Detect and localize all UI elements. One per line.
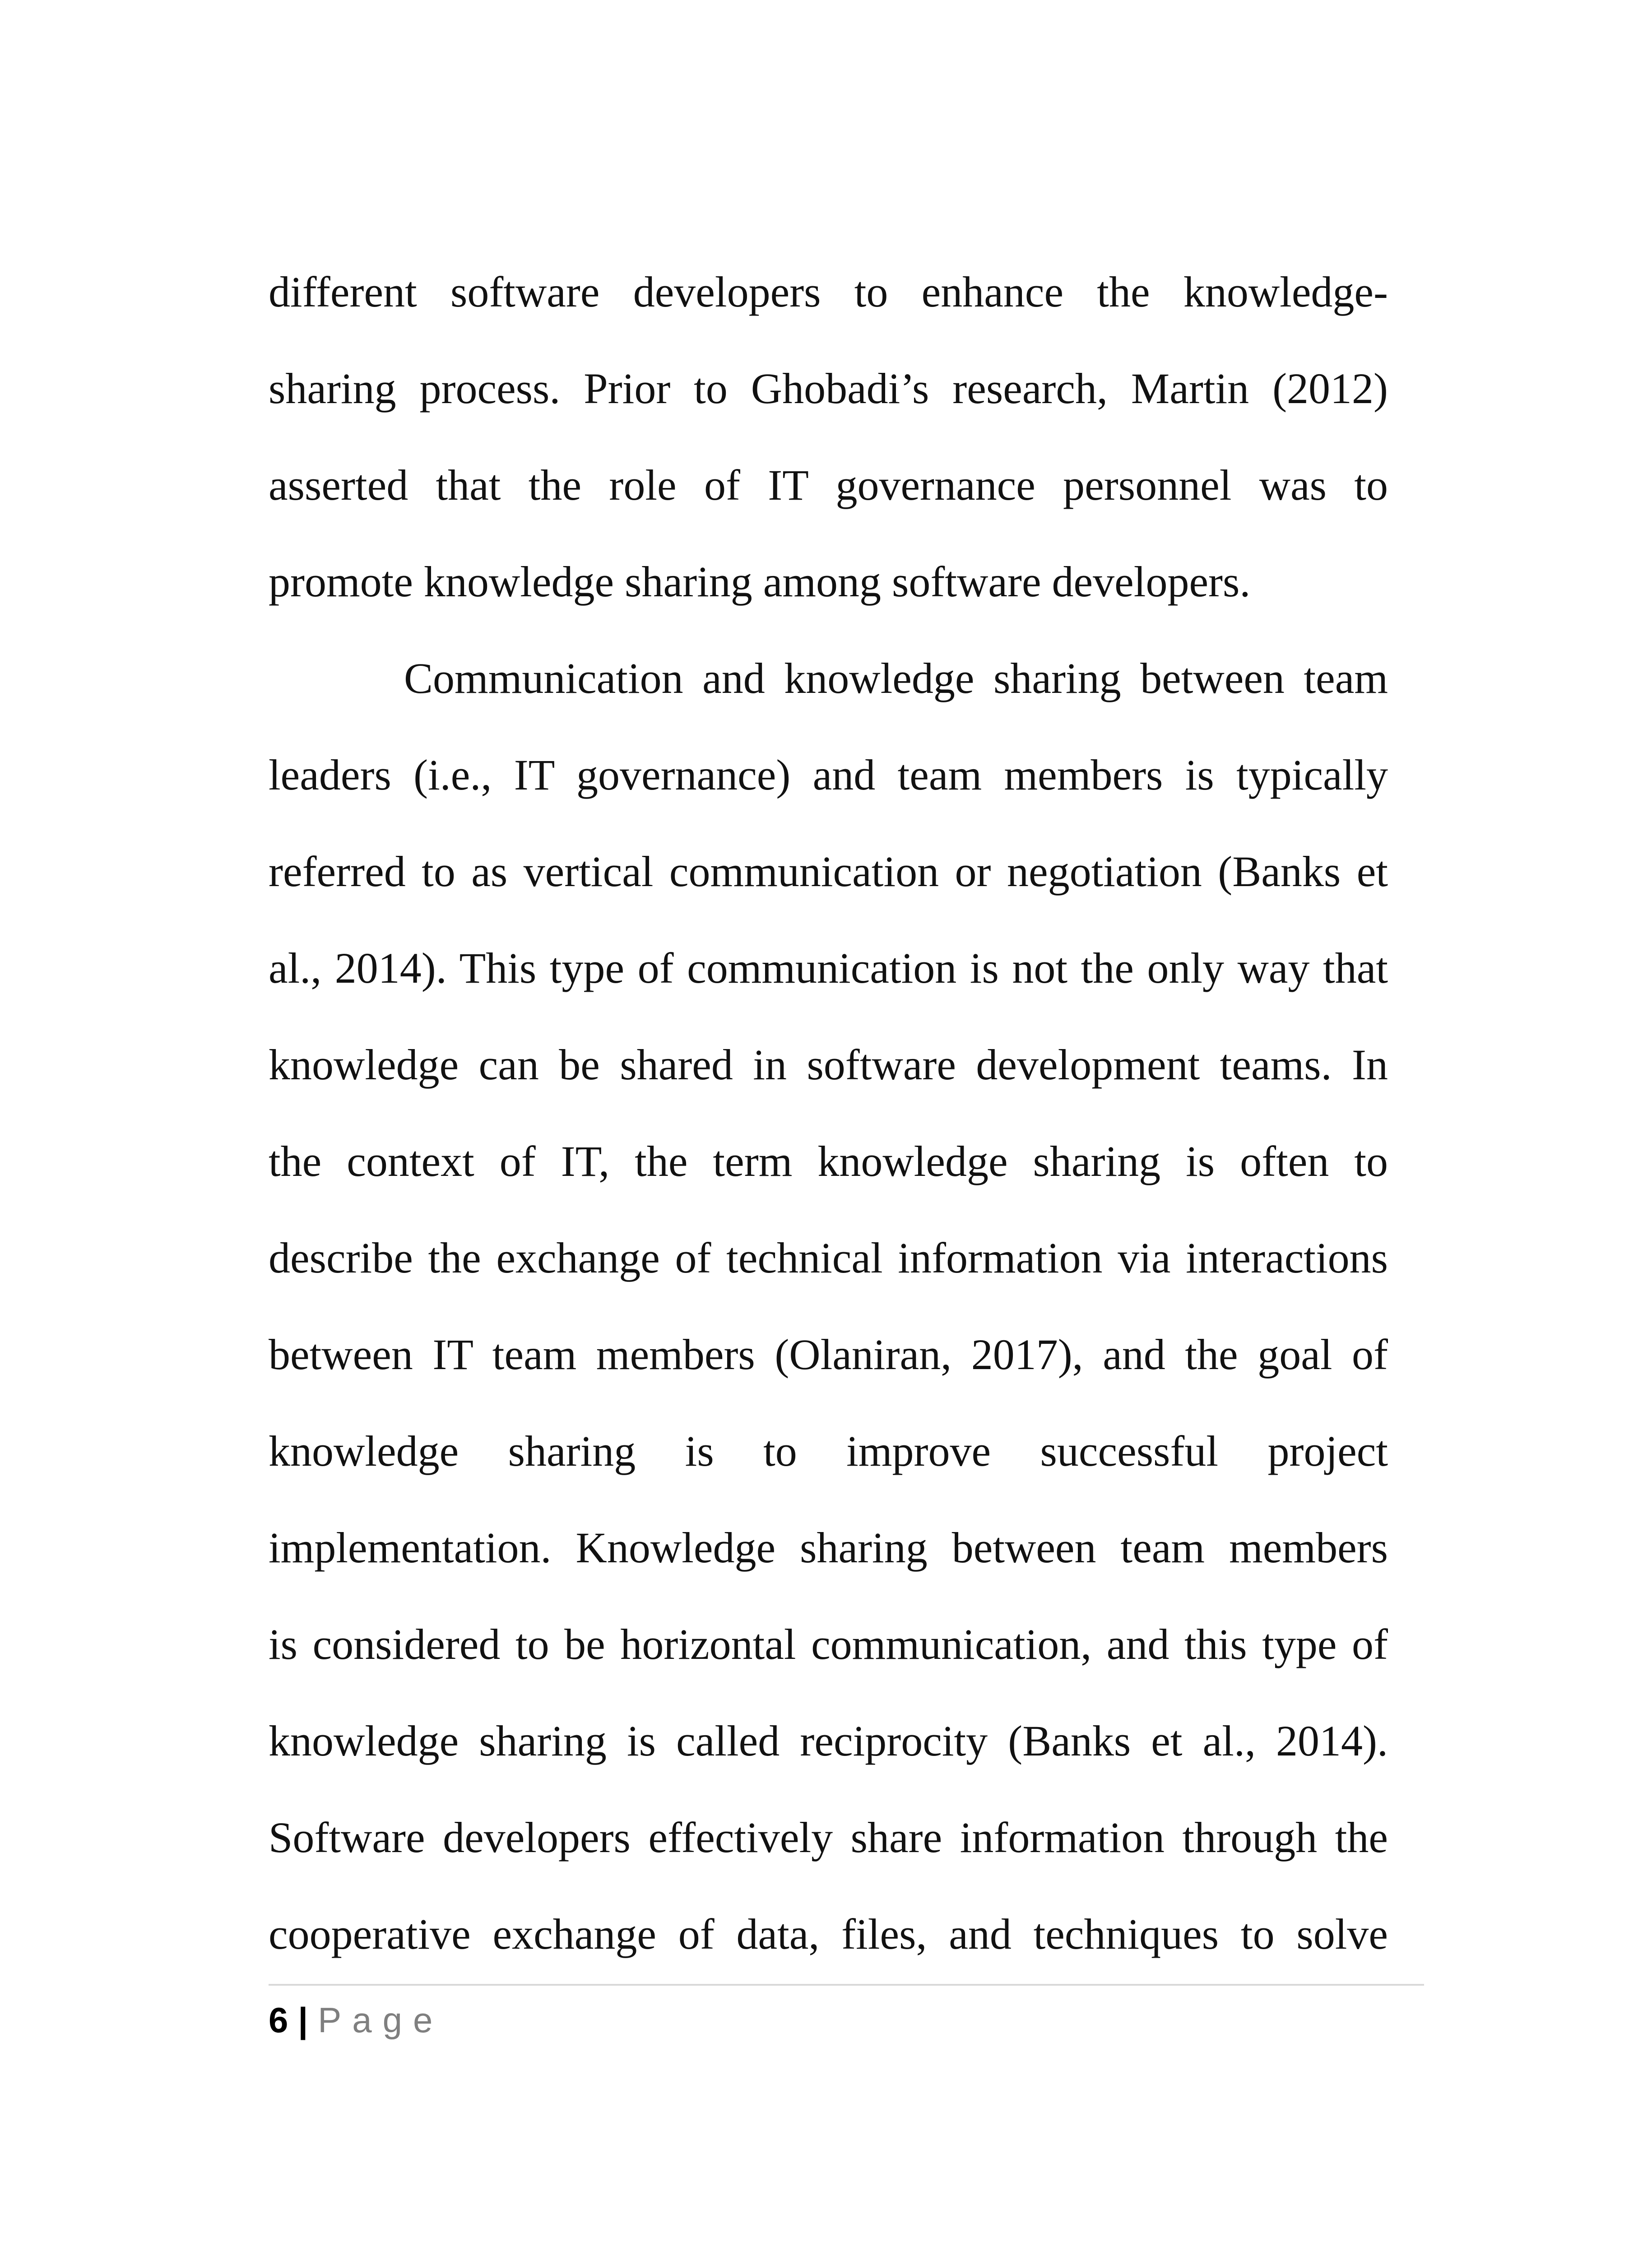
text-line: implementation. Knowledge sharing between team members [269, 1523, 1388, 1572]
paragraph-start-line: Communication and knowledge sharing between team [404, 654, 1388, 702]
text-line: asserted that the role of IT governance personnel was to [269, 461, 1388, 509]
text-line: knowledge sharing is called reciprocity (Banks et al., 2014). [269, 1717, 1388, 1765]
text-line: knowledge can be shared in software development teams. In [269, 1040, 1388, 1089]
text-line: between IT team members (Olaniran, 2017), and the goal of [269, 1330, 1388, 1379]
text-line: describe the exchange of technical information via interactions [269, 1234, 1388, 1282]
text-line: cooperative exchange of data, files, and techniques to solve [269, 1910, 1388, 1958]
text-line: the context of IT, the term knowledge sharing is often to [269, 1137, 1388, 1185]
footer-divider [269, 1984, 1424, 1986]
text-line: sharing process. Prior to Ghobadi’s research, Martin (2012) [269, 364, 1388, 413]
page-footer [269, 1995, 443, 2045]
paragraph-end-line: promote knowledge sharing among software developers. [269, 557, 1251, 606]
text-line: leaders (i.e., IT governance) and team members is typically [269, 751, 1388, 799]
footer-separator: | [298, 2000, 308, 2040]
text-line: Software developers effectively share information through the [269, 1813, 1388, 1862]
text-line: al., 2014). This type of communication is not the only way that [269, 944, 1388, 992]
text-line: referred to as vertical communication or negotiation (Banks et [269, 847, 1388, 896]
page-number: 6 [269, 2000, 288, 2040]
text-line: is considered to be horizontal communication, and this type of [269, 1620, 1388, 1668]
page-label: Page [318, 2000, 444, 2040]
body-text [269, 244, 1388, 1983]
text-line: knowledge sharing is to improve successful project [269, 1427, 1388, 1475]
text-line: different software developers to enhance the knowledge- [269, 268, 1388, 316]
